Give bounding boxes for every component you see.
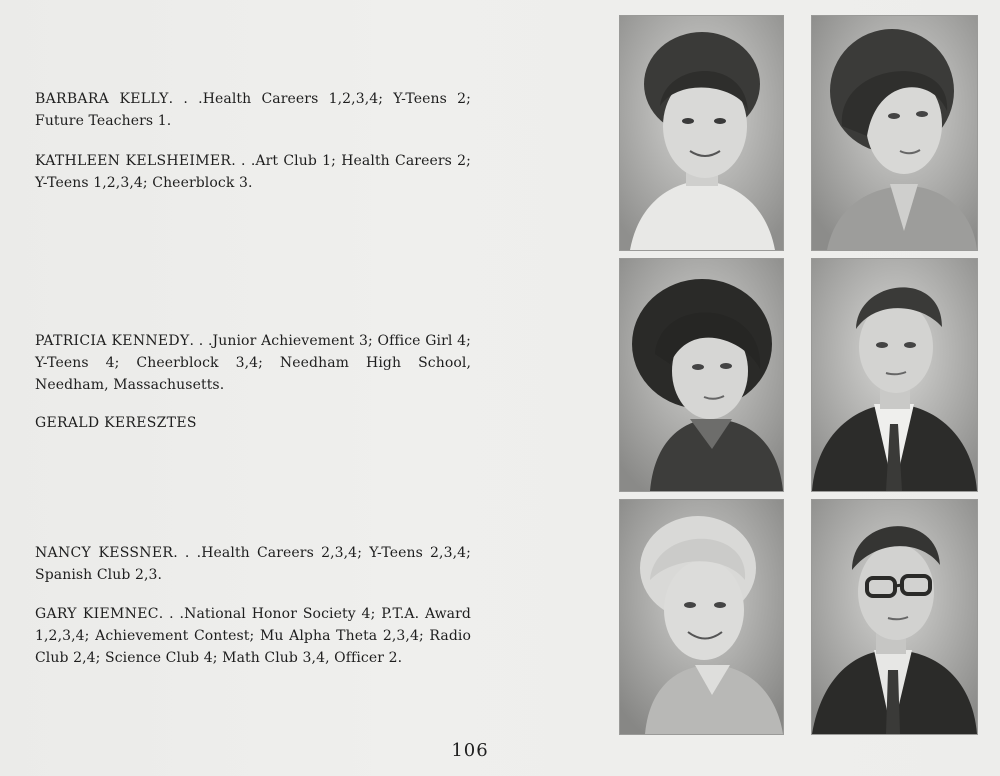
portrait-image xyxy=(812,16,977,250)
student-entry-patricia-kennedy xyxy=(35,330,471,396)
student-entry-gerald-keresztes xyxy=(35,412,471,434)
student-name: PATRICIA KENNEDY xyxy=(35,333,190,349)
portrait-photo-kathleen-kelsheimer xyxy=(812,16,977,250)
student-name: NANCY KESSNER xyxy=(35,545,174,561)
student-activities: . . .Art Club 1; Health Careers 2; Y-Teens 1,2,3,4; Cheerblock 3. xyxy=(35,153,471,191)
student-name: GERALD KERESZTES xyxy=(35,415,197,431)
student-entry-gary-kiemnec xyxy=(35,603,471,669)
student-activities: . . .Junior Achievement 3; Office Girl 4; Y-Teens 4; Cheerblock 3,4; Needham High School, Needham, Massachusetts. xyxy=(35,333,471,393)
student-activities: . . .Health Careers 2,3,4; Y-Teens 2,3,4; Spanish Club 2,3. xyxy=(35,545,471,583)
portrait-photo-barbara-kelly xyxy=(620,16,783,250)
portrait-image xyxy=(812,259,977,491)
portrait-image xyxy=(620,500,783,734)
student-activities: . . .National Honor Society 4; P.T.A. Award 1,2,3,4; Achievement Contest; Mu Alpha Theta 2,3,4; Radio Club 2,4; Science Club 4; Math Club 3,4, Officer 2. xyxy=(35,606,471,666)
student-entry-barbara-kelly xyxy=(35,88,471,132)
portrait-photo-patricia-kennedy xyxy=(620,259,783,491)
student-activities: . . .Health Careers 1,2,3,4; Y-Teens 2; Future Teachers 1. xyxy=(35,91,471,129)
student-name: KATHLEEN KELSHEIMER xyxy=(35,153,232,169)
page-number: 106 xyxy=(451,740,489,761)
portrait-photo-gary-kiemnec xyxy=(812,500,977,734)
portrait-image xyxy=(620,16,783,250)
student-name: GARY KIEMNEC xyxy=(35,606,159,622)
portrait-image xyxy=(620,259,783,491)
portrait-photo-gerald-keresztes xyxy=(812,259,977,491)
student-entry-kathleen-kelsheimer xyxy=(35,150,471,194)
student-entry-nancy-kessner xyxy=(35,542,471,586)
portrait-image xyxy=(812,500,977,734)
portrait-photo-nancy-kessner xyxy=(620,500,783,734)
student-name: BARBARA KELLY xyxy=(35,91,169,107)
